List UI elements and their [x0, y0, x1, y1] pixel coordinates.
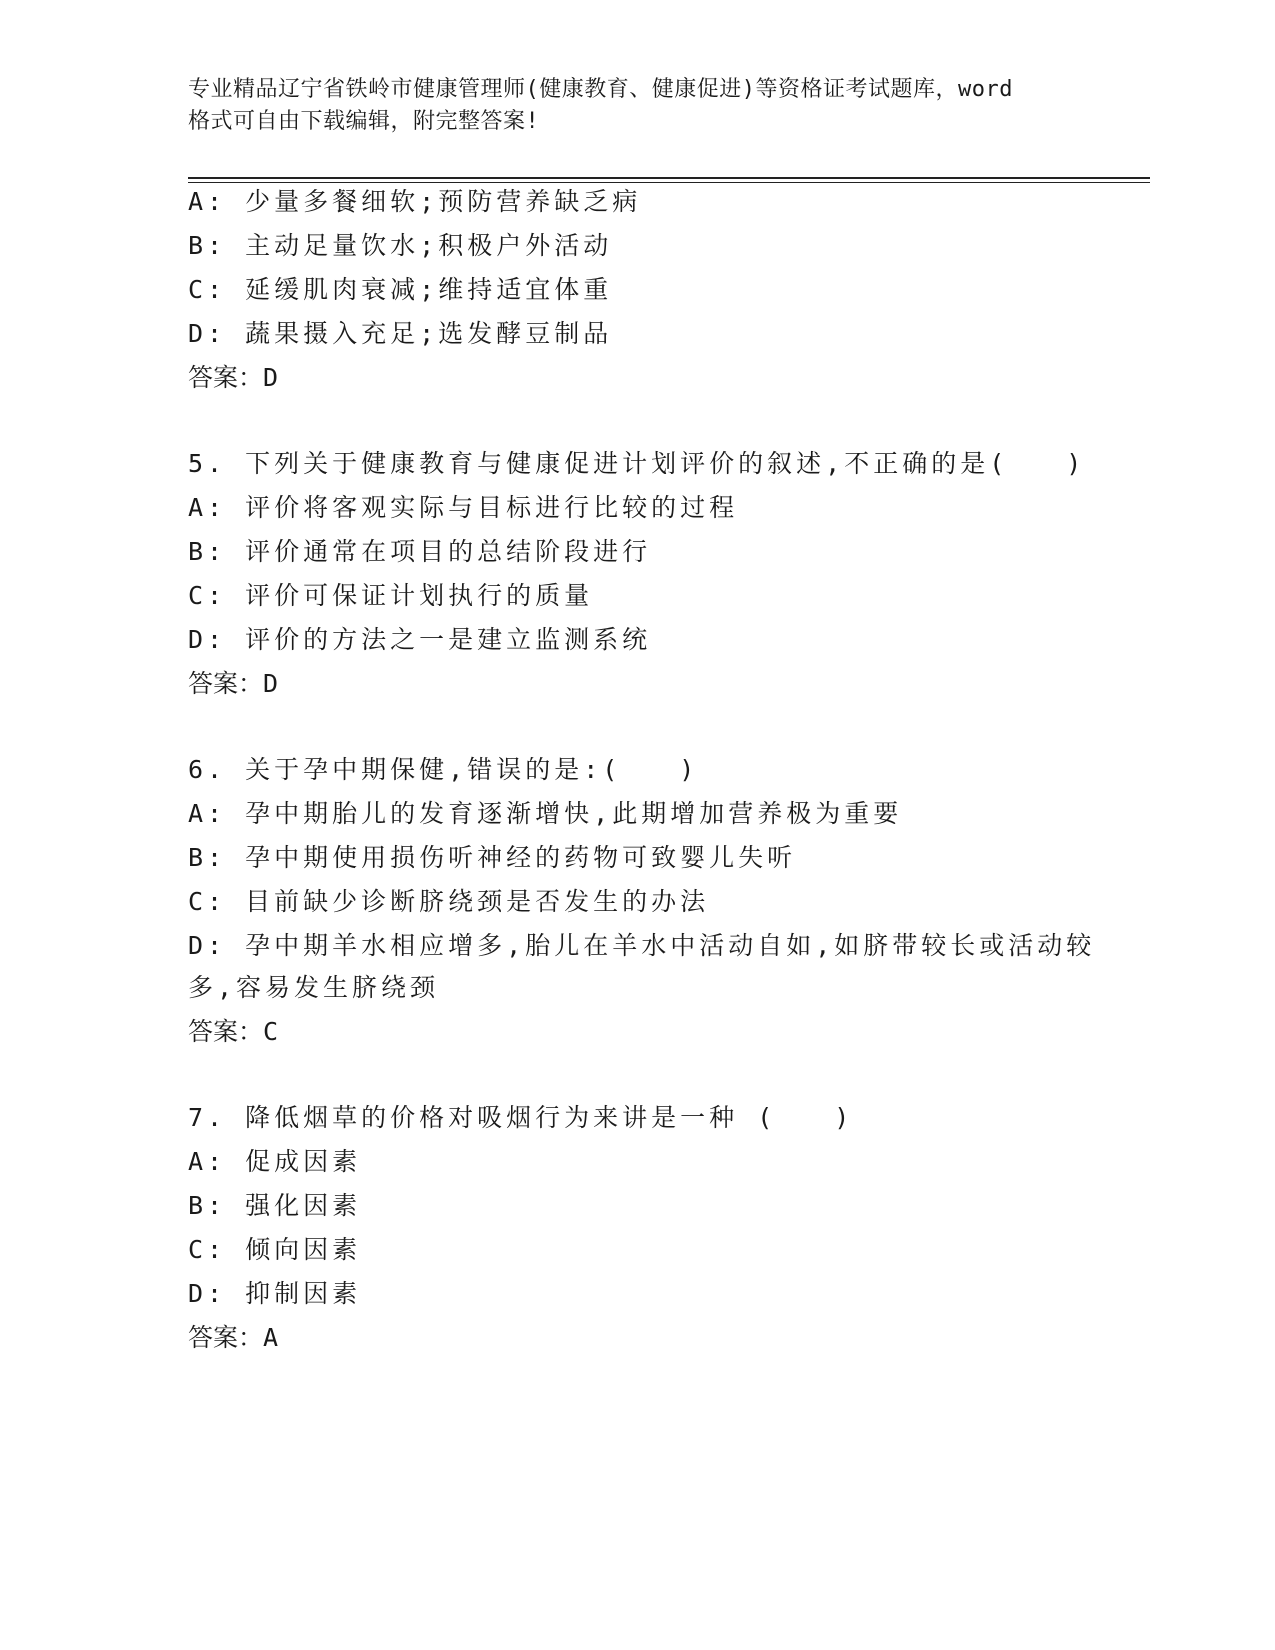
q5-option-c: C: 评价可保证计划执行的质量 — [188, 581, 594, 610]
q4-option-a: A: 少量多餐细软;预防营养缺乏病 — [188, 187, 642, 216]
q4-option-d: D: 蔬果摄入充足;选发酵豆制品 — [188, 319, 613, 348]
q5-answer — [188, 668, 278, 700]
answer-label: 答案： — [188, 1323, 264, 1352]
q7-option-a: A: 促成因素 — [188, 1147, 362, 1176]
q6-option-d-line-2: 多,容易发生脐绕颈 — [188, 973, 440, 1002]
q7-option-b: B: 强化因素 — [188, 1191, 362, 1220]
q6-option-d-line-1: D: 孕中期羊水相应增多,胎儿在羊水中活动自如,如脐带较长或活动较 — [188, 931, 1096, 960]
answer-label: 答案： — [188, 669, 264, 698]
q4-option-b: B: 主动足量饮水;积极户外活动 — [188, 231, 613, 260]
q4-option-c: C: 延缓肌肉衰减;维持适宜体重 — [188, 275, 613, 304]
q5-option-b: B: 评价通常在项目的总结阶段进行 — [188, 537, 652, 566]
answer-value: A — [263, 1323, 279, 1352]
q6-stem: 6. 关于孕中期保健,错误的是:( ) — [188, 755, 699, 784]
q6-option-a: A: 孕中期胎儿的发育逐渐增快,此期增加营养极为重要 — [188, 799, 903, 828]
answer-value: C — [263, 1017, 279, 1046]
q5-option-a: A: 评价将客观实际与目标进行比较的过程 — [188, 493, 739, 522]
q5-option-d: D: 评价的方法之一是建立监测系统 — [188, 625, 652, 654]
header-divider — [188, 177, 1150, 179]
q5-stem: 5. 下列关于健康教育与健康促进计划评价的叙述,不正确的是( ) — [188, 449, 1086, 478]
answer-label: 答案： — [188, 1017, 264, 1046]
q6-answer — [188, 1016, 278, 1048]
q7-option-c: C: 倾向因素 — [188, 1235, 362, 1264]
q7-stem: 7. 降低烟草的价格对吸烟行为来讲是一种 ( ) — [188, 1103, 854, 1132]
q7-option-d: D: 抑制因素 — [188, 1279, 362, 1308]
answer-value: D — [263, 669, 279, 698]
document-header — [188, 74, 1088, 138]
header-line-2: 格式可自由下载编辑，附完整答案! — [188, 109, 540, 134]
answer-label: 答案： — [188, 363, 264, 392]
q6-option-b: B: 孕中期使用损伤听神经的药物可致婴儿失听 — [188, 843, 797, 872]
q4-answer — [188, 362, 278, 394]
header-divider-thin — [188, 182, 1150, 183]
q6-option-c: C: 目前缺少诊断脐绕颈是否发生的办法 — [188, 887, 710, 916]
q7-answer — [188, 1322, 278, 1354]
answer-value: D — [263, 363, 279, 392]
header-line-1: 专业精品辽宁省铁岭市健康管理师(健康教育、健康促进)等资格证考试题库，word — [188, 77, 1013, 102]
